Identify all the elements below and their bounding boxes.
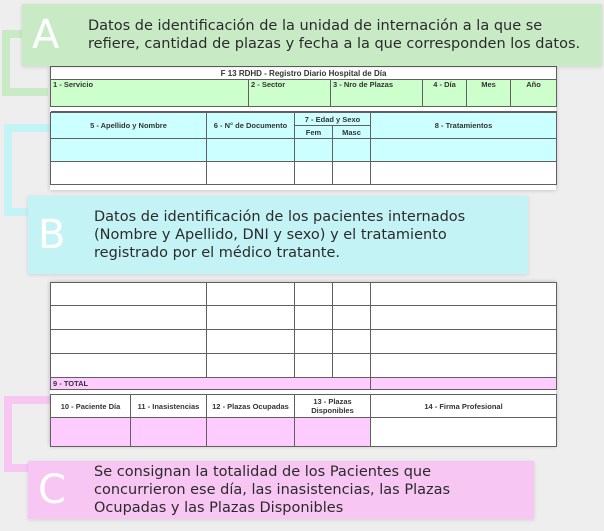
- table-row[interactable]: [51, 354, 557, 378]
- col-tratamientos: 8 - Tratamientos: [371, 113, 557, 139]
- patient-table-top: [50, 112, 557, 185]
- form-panel-top: [50, 66, 556, 190]
- patient-table-bottom: [50, 282, 557, 390]
- field-sector[interactable]: 2 - Sector: [249, 80, 331, 107]
- callout-a-letter: A: [32, 12, 60, 58]
- field-nro-plazas[interactable]: 3 - Nro de Plazas: [331, 80, 423, 107]
- col-plazas-disponibles: 13 - Plazas Disponibles: [295, 395, 371, 418]
- input-plazas-ocupadas[interactable]: [207, 418, 295, 447]
- field-mes[interactable]: Mes: [467, 80, 511, 107]
- callout-a-text: Datos de identificación de la unidad de internación a la que se refiere, cantidad de plazas y fecha a la que corresponden los datos.: [88, 18, 581, 52]
- callout-a: [22, 4, 602, 66]
- col-plazas-ocupadas: 12 - Plazas Ocupadas: [207, 395, 295, 418]
- callout-b-text: Datos de identificación de los pacientes internados (Nombre y Apellido, DNI y sexo) y el tratamiento registrado por el médico tratante.: [94, 209, 466, 261]
- table-row[interactable]: [51, 283, 557, 306]
- col-fem: Fem: [295, 126, 333, 139]
- callout-c-text: Se consignan la totalidad de los Pacientes que concurrieron ese día, las inasistencias, las Plazas Ocupadas y las Plazas Disponibles: [94, 464, 451, 516]
- table-row[interactable]: [51, 330, 557, 354]
- col-apellido-nombre: 5 - Apellido y Nombre: [51, 113, 207, 139]
- summary-table: [50, 394, 557, 447]
- col-masc: Masc: [333, 126, 371, 139]
- col-firma: 14 - Firma Profesional: [371, 395, 557, 418]
- field-anio[interactable]: Año: [511, 80, 557, 107]
- table-row[interactable]: [51, 162, 557, 185]
- field-dia[interactable]: 4 - Día: [423, 80, 467, 107]
- col-inasistencias: 11 - Inasistencias: [131, 395, 207, 418]
- callout-b: [28, 196, 528, 274]
- input-paciente-dia[interactable]: [51, 418, 131, 447]
- col-edad-sexo: 7 - Edad y Sexo: [295, 113, 371, 126]
- input-inasistencias[interactable]: [131, 418, 207, 447]
- table-row[interactable]: [51, 139, 557, 162]
- callout-c-letter: C: [38, 467, 66, 513]
- callout-c: [28, 461, 534, 519]
- total-label: 9 - TOTAL: [51, 378, 371, 390]
- col-documento: 6 - N° de Documento: [207, 113, 295, 139]
- input-plazas-disponibles[interactable]: [295, 418, 371, 447]
- total-row[interactable]: [51, 378, 557, 390]
- table-row[interactable]: [51, 306, 557, 330]
- callout-b-letter: B: [38, 212, 66, 258]
- form-header-table: [50, 66, 557, 112]
- field-servicio[interactable]: 1 - Servicio: [51, 80, 249, 107]
- input-firma[interactable]: [371, 418, 557, 447]
- form-title: F 13 RDHD - Registro Diario Hospital de Día: [51, 67, 557, 80]
- col-paciente-dia: 10 - Paciente Día: [51, 395, 131, 418]
- form-panel-bottom: [50, 282, 556, 446]
